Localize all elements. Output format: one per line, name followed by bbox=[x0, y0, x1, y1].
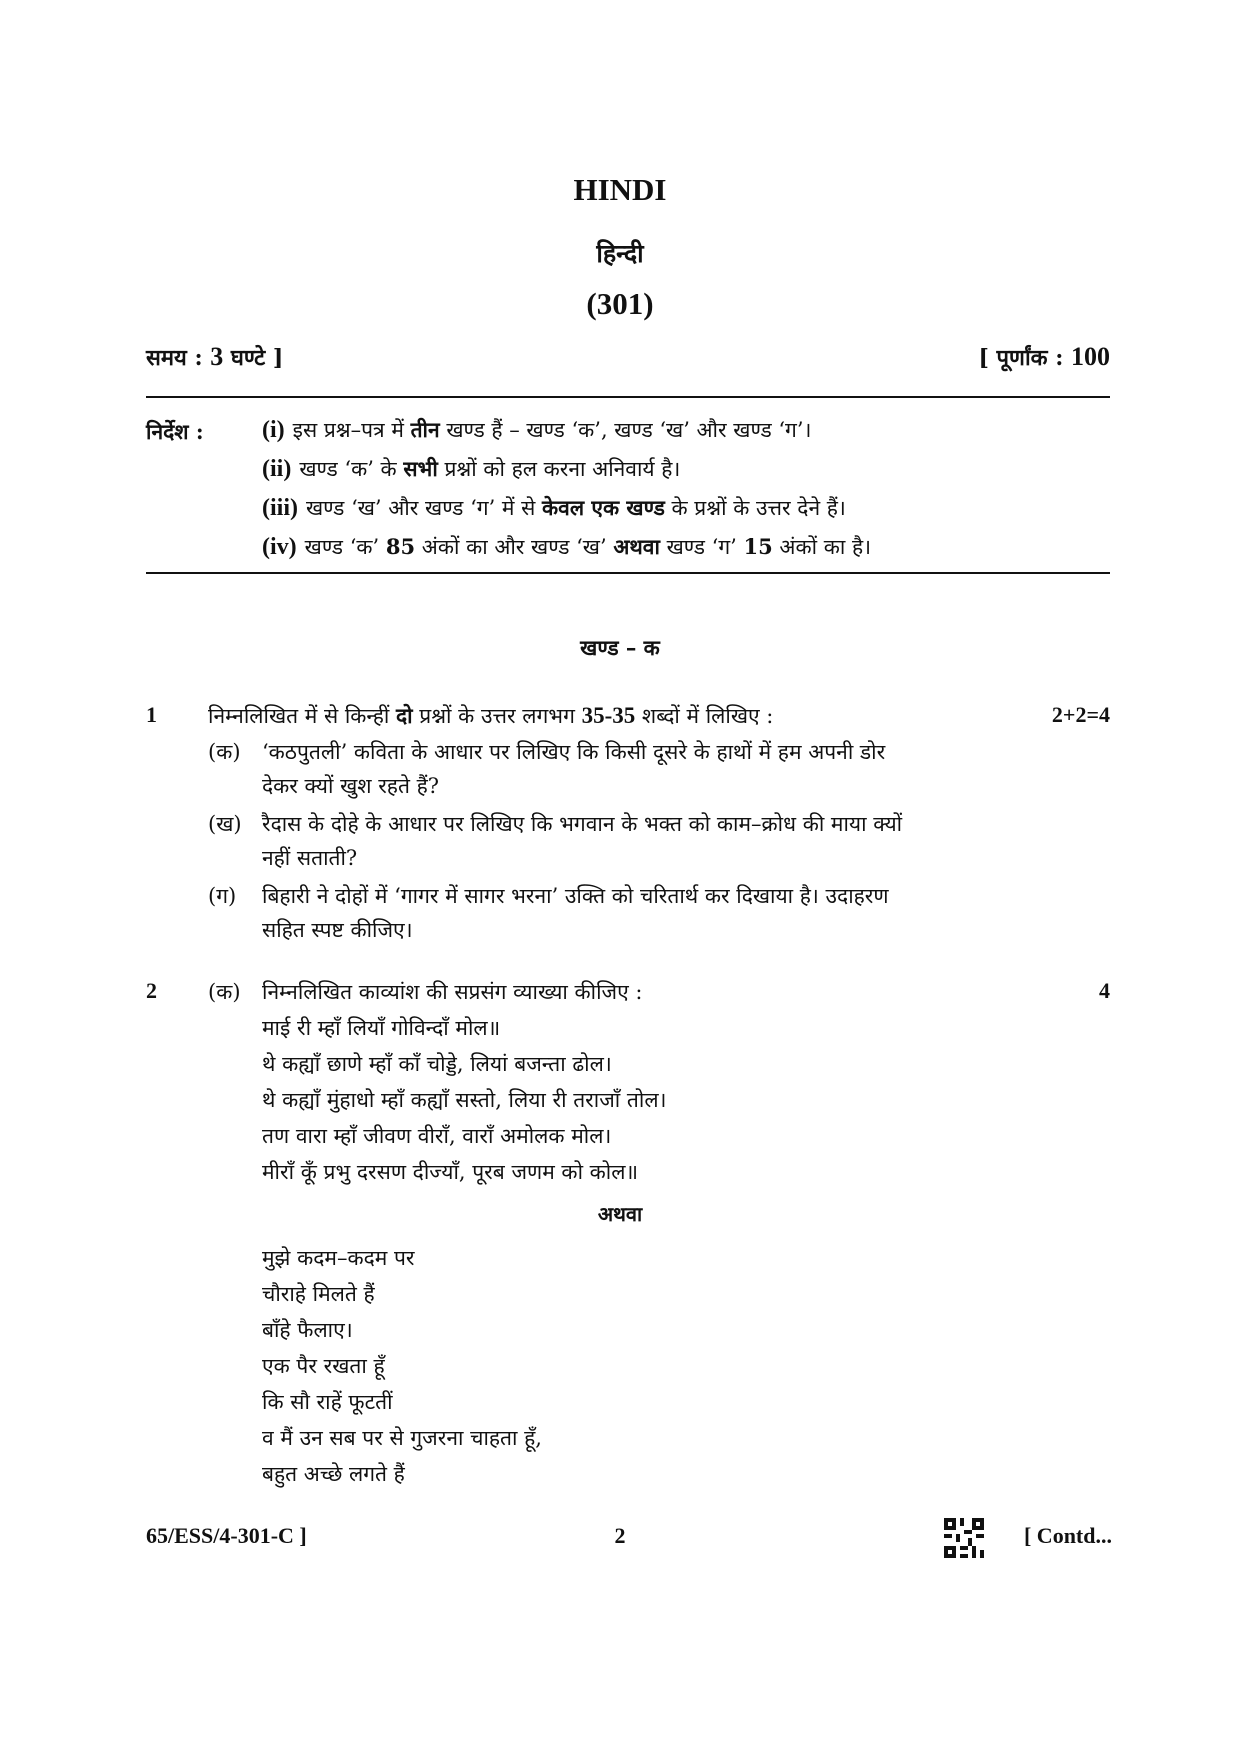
section-title: खण्ड – क bbox=[580, 635, 660, 660]
sub-question-line: नहीं सताती? bbox=[262, 846, 358, 870]
instruction-emphasis: केवल एक खण्ड bbox=[542, 495, 665, 520]
poem-line: व मैं उन सब पर से गुजरना चाहता हूँ, bbox=[262, 1426, 542, 1450]
instruction-number: (iv) bbox=[262, 534, 297, 560]
sub-question-label: (ग) bbox=[208, 884, 237, 908]
question-stem: निम्नलिखित काव्यांश की सप्रसंग व्याख्या कीजिए : bbox=[262, 980, 643, 1004]
stem-emphasis: 35-35 bbox=[581, 703, 636, 728]
question-number: 1 bbox=[146, 702, 157, 727]
question-marks: 2+2=4 bbox=[1051, 702, 1110, 727]
time-allowed bbox=[146, 342, 283, 372]
instruction-item bbox=[262, 455, 1112, 483]
poem-line: मुझे कदम–कदम पर bbox=[262, 1246, 415, 1270]
poem-line: कि सौ राहें फूटतीं bbox=[262, 1390, 393, 1414]
paper-code: (301) bbox=[586, 286, 654, 321]
marks-value: 100 bbox=[1071, 342, 1110, 371]
poem-line: एक पैर रखता हूँ bbox=[262, 1354, 385, 1378]
instruction-emphasis: सभी bbox=[403, 456, 438, 481]
paper-title: HINDI bbox=[573, 172, 667, 207]
sub-question-line: सहित स्पष्ट कीजिए। bbox=[262, 918, 413, 942]
instruction-emphasis: तीन bbox=[410, 417, 440, 442]
sub-question-label: (ख) bbox=[208, 812, 242, 836]
instruction-text: खण्ड ‘क’ bbox=[304, 535, 386, 559]
poem-line: मीराँ कूँ प्रभु दरसण दीज्याँ, पूरब जणम को कोल॥ bbox=[262, 1160, 639, 1184]
stem-text: शब्दों में लिखिए : bbox=[635, 704, 774, 728]
question-marks: 4 bbox=[1099, 978, 1110, 1003]
stem-emphasis: दो bbox=[395, 703, 413, 728]
instruction-emphasis: 85 bbox=[385, 534, 416, 559]
sub-question-line: रैदास के दोहे के आधार पर लिखिए कि भगवान के भक्त को काम–क्रोध की माया क्यों bbox=[262, 812, 903, 836]
time-label: समय : bbox=[146, 345, 211, 371]
instruction-text: अंकों का और खण्ड ‘ख’ bbox=[415, 535, 614, 559]
instruction-emphasis: 15 bbox=[743, 534, 773, 559]
instruction-item bbox=[262, 533, 1112, 561]
paper-subtitle: हिन्दी bbox=[596, 239, 644, 268]
instruction-text: अंकों का है। bbox=[772, 535, 872, 559]
poem-line: थे कह्याँ मुंहाधो म्हाँ कह्याँ सस्तो, लिया री तराजाँ तोल। bbox=[262, 1088, 667, 1112]
page-number: 2 bbox=[614, 1523, 626, 1548]
instruction-number: (ii) bbox=[262, 456, 292, 482]
time-value: 3 bbox=[210, 342, 224, 371]
poem-line: थे कह्याँ छाणे म्हाँ काँ चोड्डे, लियां बजन्ता ढोल। bbox=[262, 1052, 612, 1076]
poem-line: तण वारा म्हाँ जीवण वीराँ, वाराँ अमोलक मोल। bbox=[262, 1124, 612, 1148]
instruction-number: (i) bbox=[262, 417, 285, 443]
instruction-text: खण्ड हैं – खण्ड ‘क’, खण्ड ‘ख’ और खण्ड ‘ग’। bbox=[439, 418, 812, 442]
poem-line: बहुत अच्छे लगते हैं bbox=[262, 1462, 405, 1486]
stem-text: प्रश्नों के उत्तर लगभग bbox=[412, 704, 582, 728]
top-divider bbox=[146, 396, 1110, 398]
instruction-text: के प्रश्नों के उत्तर देने हैं। bbox=[664, 496, 846, 520]
continued-label: [ Contd... bbox=[1023, 1523, 1112, 1548]
instruction-item bbox=[262, 416, 1112, 444]
max-marks bbox=[978, 342, 1110, 372]
sub-question-line: देकर क्यों खुश रहते हैं? bbox=[262, 774, 440, 798]
question-stem bbox=[208, 702, 773, 730]
poem-line: चौराहे मिलते हैं bbox=[262, 1282, 375, 1306]
instruction-text: खण्ड ‘ग’ bbox=[659, 535, 744, 559]
stem-text: निम्नलिखित में से किन्हीं bbox=[208, 704, 396, 728]
time-unit: घण्टे ] bbox=[223, 345, 284, 371]
qr-code-icon bbox=[944, 1518, 984, 1558]
paper-code-footer: 65/ESS/4-301-C ] bbox=[146, 1523, 307, 1548]
sub-question-label: (क) bbox=[208, 740, 241, 764]
instruction-emphasis: अथवा bbox=[613, 534, 660, 559]
sub-question-line: ‘कठपुतली’ कविता के आधार पर लिखिए कि किसी दूसरे के हाथों में हम अपनी डोर bbox=[262, 740, 886, 764]
instruction-text: इस प्रश्न–पत्र में bbox=[292, 418, 411, 442]
poem-line: माई री म्हाँ लियाँ गोविन्दाँ मोल॥ bbox=[262, 1016, 501, 1040]
bottom-divider bbox=[146, 572, 1110, 574]
instruction-item bbox=[262, 494, 1112, 522]
instructions-label: निर्देश : bbox=[146, 419, 204, 444]
instruction-text: खण्ड ‘क’ के bbox=[299, 457, 404, 481]
question-number: 2 bbox=[146, 978, 157, 1003]
sub-question-label: (क) bbox=[208, 980, 241, 1004]
instruction-number: (iii) bbox=[262, 495, 298, 521]
or-separator: अथवा bbox=[597, 1202, 643, 1226]
sub-question-line: बिहारी ने दोहों में ‘गागर में सागर भरना’ उक्ति को चरितार्थ कर दिखाया है। उदाहरण bbox=[262, 884, 889, 908]
poem-line: बाँहे फैलाए। bbox=[262, 1318, 353, 1342]
instruction-text: प्रश्नों को हल करना अनिवार्य है। bbox=[437, 457, 681, 481]
instruction-text: खण्ड ‘ख’ और खण्ड ‘ग’ में से bbox=[306, 496, 543, 520]
marks-label: [ पूर्णांक : bbox=[978, 345, 1071, 371]
